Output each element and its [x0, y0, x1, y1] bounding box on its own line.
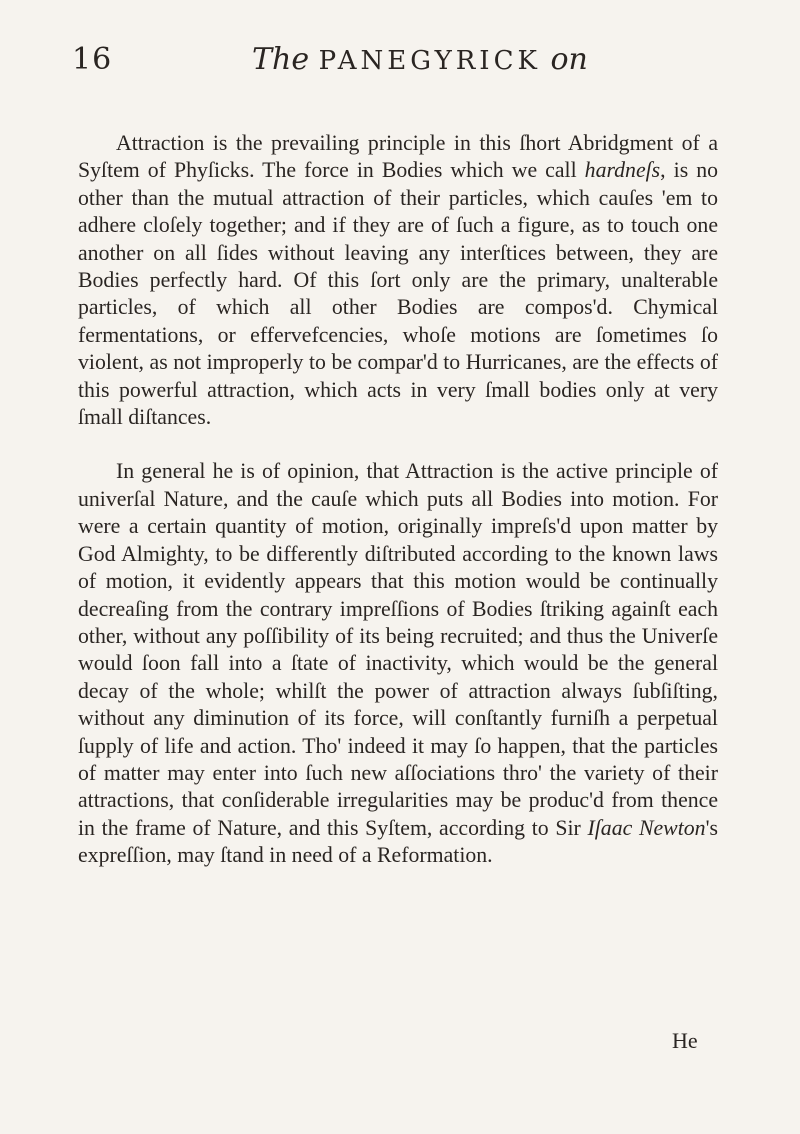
running-head-on: on [550, 42, 588, 77]
running-head [252, 42, 588, 77]
body-text [78, 130, 718, 870]
paragraph-2-italic: Iſaac Newton [587, 815, 706, 840]
paragraph-1 [78, 130, 718, 431]
running-head-the: The [252, 42, 310, 77]
page-number: 16 [72, 42, 113, 77]
running-head-title: PANEGYRICK [318, 46, 541, 76]
paragraph-1-text-b: , is no other than the mutual attraction of their particles, which cauſes 'em to adhere cloſely together; and if they are of ſuch a figure, as to touch one another on all ſides without leaving any interſtices between, they are Bodies perfectly hard. Of this ſort only are the primary, unalterable particles, of which all other Bodies are compos'd. Chymical fermentations, or effervefcencies, whoſe motions are ſometimes ſo violent, as not improperly to be compar'd to Hurricanes, are the effects of this powerful attraction, which acts in very ſmall bodies only at very ſmall diſtances. [78, 158, 719, 430]
catchword: He [672, 1028, 698, 1053]
paragraph-1-italic: hardneſs [584, 158, 661, 183]
page-header [72, 42, 712, 92]
paragraph-1-text-a: Attraction is the prevailing principle in this ſhort Abridgment of a Syſtem of Phyſicks. The force in Bodies which we call [78, 131, 718, 183]
paragraph-2-text-a: In general he is of opinion, that Attraction is the active principle of univerſal Nature, and the cauſe which puts all Bodies into motion. For were a certain quantity of motion, originally impreſs'd upon matter by God Almighty, to be differently diſtributed according to the known laws of motion, it evidently appears that this motion would be continually decreaſing from the contrary impreſſions of Bodies ſtriking againſt each other, without any poſſibility of its being recruited; and thus the Univerſe would ſoon fall into a ſtate of inactivity, which would be the general decay of the whole; whilſt the power of attraction always ſubſiſting, without any diminution of its force, will conſtantly furniſh a perpetual ſupply of life and action. Tho' indeed it may ſo happen, that the particles of matter may enter into ſuch new aſſociations thro' the variety of their attractions, that conſiderable irregularities may be produc'd from thence in the frame of Nature, and this Syſtem, according to Sir [78, 459, 718, 840]
paragraph-2-text-b: 's expreſſion, may ſtand in need of a Reformation. [78, 815, 718, 868]
paragraph-2 [78, 458, 718, 869]
